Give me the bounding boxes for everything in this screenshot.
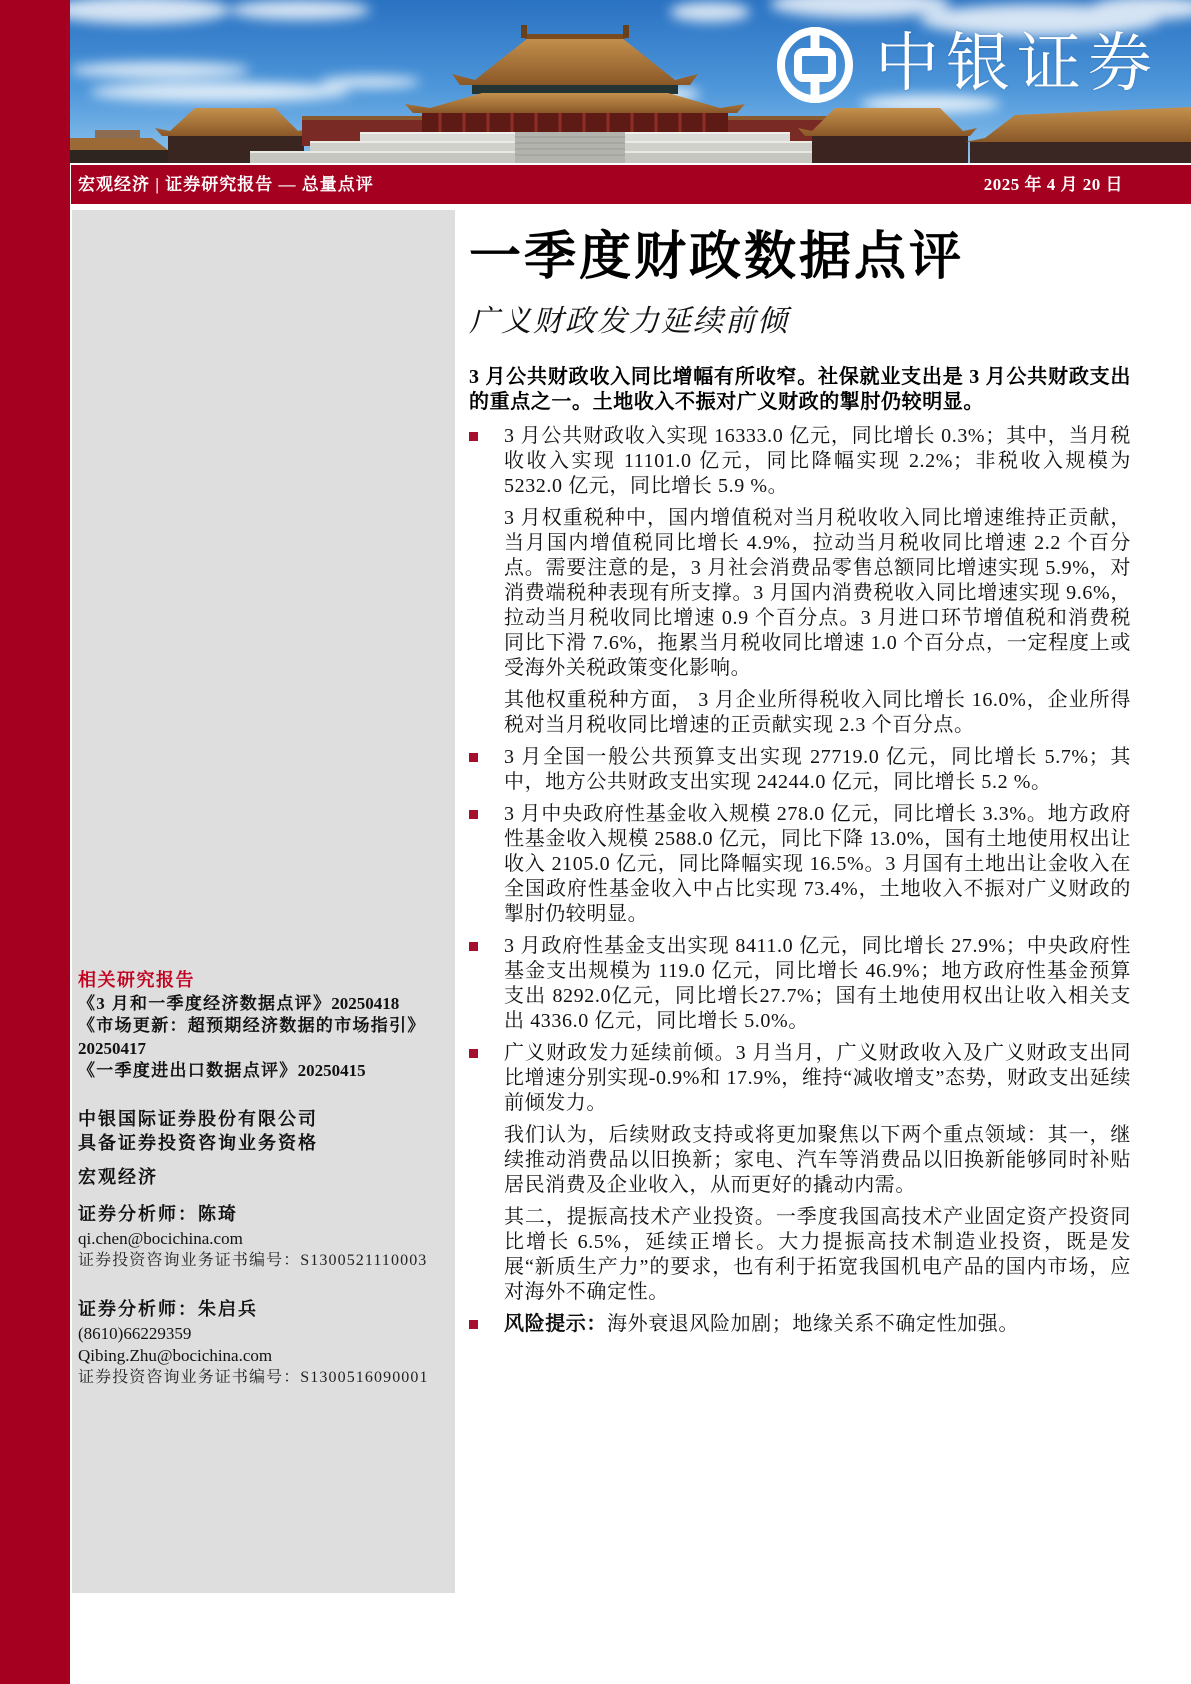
- report-subtitle: 广义财政发力延续前倾: [469, 305, 789, 338]
- company-info: [78, 1107, 450, 1155]
- risk-warning: [469, 1312, 1131, 1337]
- related-report-date: 20250418: [331, 993, 400, 1013]
- report-category: 宏观经济 | 证券研究报告 — 总量点评: [78, 175, 374, 194]
- company-name: 中银国际证券股份有限公司: [78, 1109, 318, 1129]
- bullet-point: [469, 802, 1131, 927]
- bullet-text: 3 月公共财政收入实现 16333.0 亿元，同比增长 0.3%；其中，当月税收收入实现 11101.0 亿元，同比降幅实现 2.2%；非税收入规模为 5232.0 亿元，同比增长 5.9 %。: [504, 425, 1131, 497]
- report-summary: 3 月公共财政收入同比增幅有所收窄。社保就业支出是 3 月公共财政支出的重点之一。土地收入不振对广义财政的掣肘仍较明显。: [469, 366, 1131, 413]
- analyst-card: [78, 1202, 450, 1272]
- banner: [70, 0, 1191, 163]
- related-report-title: 《一季度进出口数据点评》: [78, 1061, 298, 1080]
- square-bullet-icon: [469, 432, 478, 441]
- bullet-point: [469, 1041, 1131, 1116]
- analyst-email[interactable]: qi.chen@bocichina.com: [78, 1229, 243, 1248]
- related-report-item: [78, 1015, 450, 1060]
- bullet-point: [469, 934, 1131, 1034]
- square-bullet-icon: [469, 1320, 478, 1329]
- related-reports-heading: 相关研究报告: [78, 969, 195, 990]
- company-qualification: 具备证券投资咨询业务资格: [78, 1133, 318, 1153]
- related-report-title: 《市场更新：超预期经济数据的市场指引》: [78, 1016, 426, 1035]
- paragraph-text: 其他权重税种方面， 3 月企业所得税收入同比增长 16.0%，企业所得税对当月税收同比增速的正贡献实现 2.3 个百分点。: [504, 689, 1131, 736]
- analyst-name: 证券分析师：陈琦: [78, 1204, 238, 1224]
- report-date: 2025 年 4 月 20 日: [983, 175, 1123, 194]
- related-report-date: 20250415: [297, 1061, 366, 1080]
- paragraph-text: 其二，提振高技术产业投资。一季度我国高技术产业固定资产投资同比增长 6.5%，延续正增长。大力提振高技术制造业投资，既是发展“新质生产力”的要求，也有利于拓宽我国机电产品的国内市场，应对海外不确定性。: [504, 1206, 1131, 1303]
- paragraph: [469, 688, 1131, 738]
- square-bullet-icon: [469, 942, 478, 951]
- analyst-name: 证券分析师：朱启兵: [78, 1299, 258, 1319]
- bullet-text: 3 月全国一般公共预算支出实现 27719.0 亿元，同比增长 5.7%；其中，地方公共财政支出实现 24244.0 亿元，同比增长 5.2 %。: [504, 746, 1131, 793]
- left-brand-bar: [0, 0, 70, 1684]
- bullet-point: [469, 745, 1131, 795]
- bullet-point: [469, 424, 1131, 499]
- related-report-item: [78, 1060, 450, 1083]
- brand-name: 中银证券: [875, 27, 1159, 101]
- risk-warning-text: 海外衰退风险加剧；地缘关系不确定性加强。: [607, 1313, 1019, 1335]
- analyst-card: [78, 1297, 450, 1389]
- square-bullet-icon: [469, 753, 478, 762]
- paragraph-text: 3 月权重税种中，国内增值税对当月税收收入同比增速维持正贡献，当月国内增值税同比增长 4.9%，拉动当月税收同比增速 2.2 个百分点。需要注意的是，3 月社会消费品零售总额同比增速实现 5.9%，对消费端税种表现有所支撑。3 月国内消费税收入同比增速实现 9.6%，拉动当月税收同比增速 0.9 个百分点。3 月进口环节增值税和消费税同比下滑 7.6%，拖累当月税收同比增速 1.0 个百分点，一定程度上或受海外关税政策变化影响。: [504, 507, 1131, 679]
- related-reports: [78, 968, 450, 1083]
- risk-warning-label: 风险提示：: [504, 1313, 607, 1335]
- paragraph: [469, 1205, 1131, 1305]
- related-report-item: [78, 993, 450, 1016]
- square-bullet-icon: [469, 810, 478, 819]
- paragraph: [469, 506, 1131, 681]
- sidebar: [72, 210, 455, 1593]
- paragraph: [469, 1123, 1131, 1198]
- report-header-band: [71, 165, 1191, 204]
- sector-label: 宏观经济: [78, 1167, 158, 1187]
- bullet-text: 3 月中央政府性基金收入规模 278.0 亿元，同比增长 3.3%。地方政府性基金收入规模 2588.0 亿元，同比下降 13.0%，国有土地使用权出让收入 2105.0 亿元，同比降幅实现 16.5%。3 月国有土地出让金收入在全国政府性基金收入中占比实现 73.4%，土地收入不振对广义财政的掣肘仍较明显。: [504, 803, 1131, 925]
- report-title: 一季度财政数据点评: [469, 229, 965, 286]
- bullet-text: 广义财政发力延续前倾。3 月当月，广义财政收入及广义财政支出同比增速分别实现-0.9%和 17.9%，维持“减收增支”态势，财政支出延续前倾发力。: [504, 1042, 1131, 1114]
- analyst-cert-number: 证券投资咨询业务证书编号：S1300521110003: [78, 1252, 428, 1269]
- analyst-email[interactable]: Qibing.Zhu@bocichina.com: [78, 1346, 273, 1365]
- paragraph-text: 我们认为，后续财政支持或将更加聚焦以下两个重点领域：其一，继续推动消费品以旧换新；家电、汽车等消费品以旧换新能够同时补贴居民消费及企业收入，从而更好的撬动内需。: [504, 1124, 1131, 1196]
- related-report-title: 《3 月和一季度经济数据点评》: [78, 993, 332, 1013]
- report-body: [469, 424, 1131, 1344]
- related-report-date: 20250417: [78, 1038, 146, 1058]
- bullet-text: 3 月政府性基金支出实现 8411.0 亿元，同比增长 27.9%；中央政府性基金支出规模为 119.0 亿元，同比增长 46.9%；地方政府性基金预算支出 8292.0亿元，同比增长27.7%；国有土地使用权出让收入相关支出 4336.0 亿元，同比增长 5.0%。: [504, 935, 1131, 1032]
- analyst-phone: (8610)66229359: [78, 1324, 192, 1343]
- analyst-cert-number: 证券投资咨询业务证书编号：S1300516090001: [78, 1369, 429, 1386]
- square-bullet-icon: [469, 1049, 478, 1058]
